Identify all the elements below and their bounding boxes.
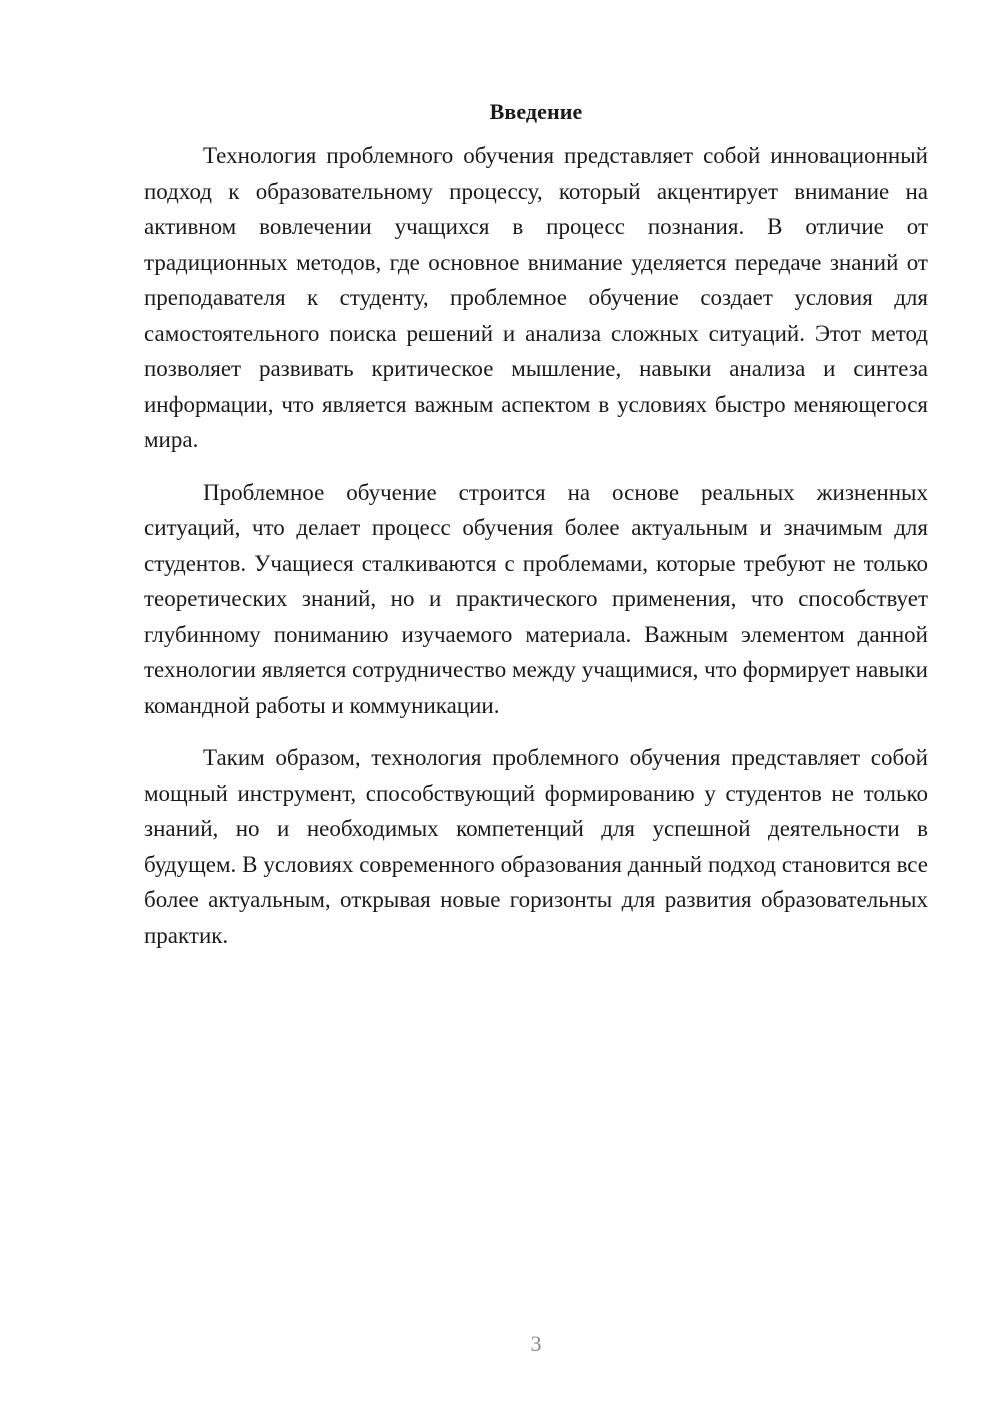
paragraph-2: Проблемное обучение строится на основе реальных жизненных ситуаций, что делает процесс обучения более актуальным и значимым для студентов. Учащиеся сталкиваются с проблемами, которые требуют не только теоретических знаний, но и практического применения, что способствует глубинному пониманию изучаемого материала. Важным элементом данной технологии является сотрудничество между учащимися, что формирует навыки командной работы и коммуникации.: [144, 479, 928, 718]
document-body: [144, 92, 928, 970]
paragraph-3: Таким образом, технология проблемного обучения представляет собой мощный инструмент, способствующий формированию у студентов не только знаний, но и необходимых компетенций для успешной деятельности в будущем. В условиях современного образования данный подход становится все более актуальным, открывая новые горизонты для развития образовательных практик.: [144, 745, 928, 948]
page-number: 3: [530, 1331, 542, 1356]
paragraph-1: Технология проблемного обучения представляет собой инновационный подход к образовательному процессу, который акцентирует внимание на активном вовлечении учащихся в процесс познания. В отличие от традиционных методов, где основное внимание уделяется передаче знаний от преподавателя к студенту, проблемное обучение создает условия для самостоятельного поиска решений и анализа сложных ситуаций. Этот метод позволяет развивать критическое мышление, навыки анализа и синтеза информации, что является важным аспектом в условиях быстро меняющегося мира.: [144, 143, 928, 452]
section-title: Введение: [489, 99, 583, 124]
